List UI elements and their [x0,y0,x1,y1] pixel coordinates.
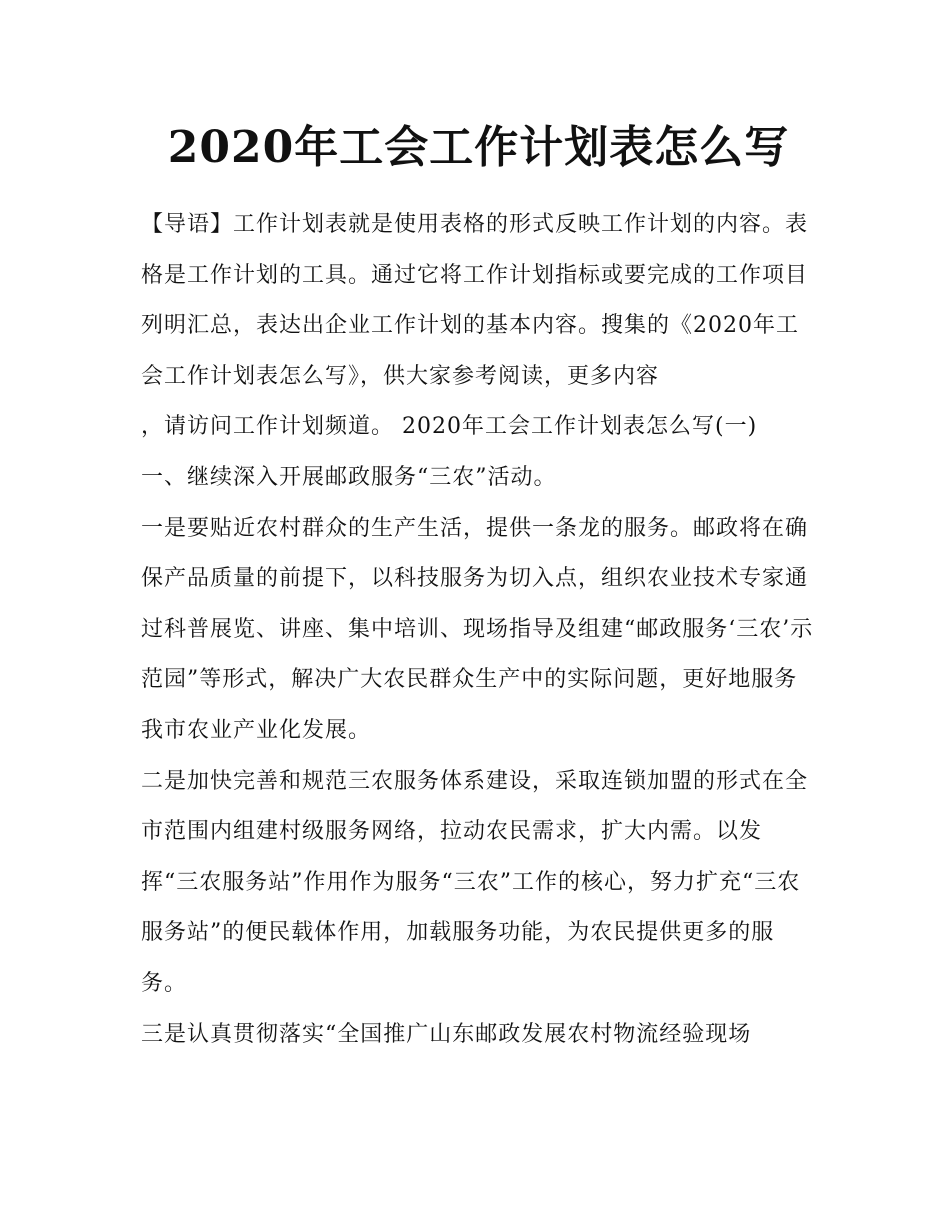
paragraph-point-one: 一是要贴近农村群众的生产生活，提供一条龙的服务。邮政将在确保产品质量的前提下，以科技服务为切入点，组织农业技术专家通过科普展览、讲座、集中培训、现场指导及组建“邮政服务‘三农’示范园”等形式，解决广大农民群众生产中的实际问题，更好地服务我市农业产业化发展。 [141,515,814,743]
document-body [141,200,816,1060]
document-page [141,118,816,1060]
paragraph-section-heading: 一、继续深入开展邮政服务“三农”活动。 [141,464,557,490]
document-title: 2020年工会工作计划表怎么写 [167,122,790,173]
paragraph-point-two: 二是加快完善和规范三农服务体系建设，采取连锁加盟的形式在全市范围内组建村级服务网络，拉动农民需求，扩大内需。以发挥“三农服务站”作用作为服务“三农”工作的核心，努力扩充“三农服务站”的便民载体作用，加载服务功能，为农民提供更多的服务。 [141,768,809,996]
paragraph-point-three: 三是认真贯彻落实“全国推广山东邮政发展农村物流经验现场 [141,1021,752,1047]
paragraph-visit-channel: ，请访问工作计划频道。 2020年工会工作计划表怎么写(一) [141,414,758,440]
paragraph-intro: 【导语】工作计划表就是使用表格的形式反映工作计划的内容。表格是工作计划的工具。通过它将工作计划指标或要完成的工作项目列明汇总，表达出企业工作计划的基本内容。搜集的《2020年工会工作计划表怎么写》，供大家参考阅读，更多内容 [141,212,809,389]
